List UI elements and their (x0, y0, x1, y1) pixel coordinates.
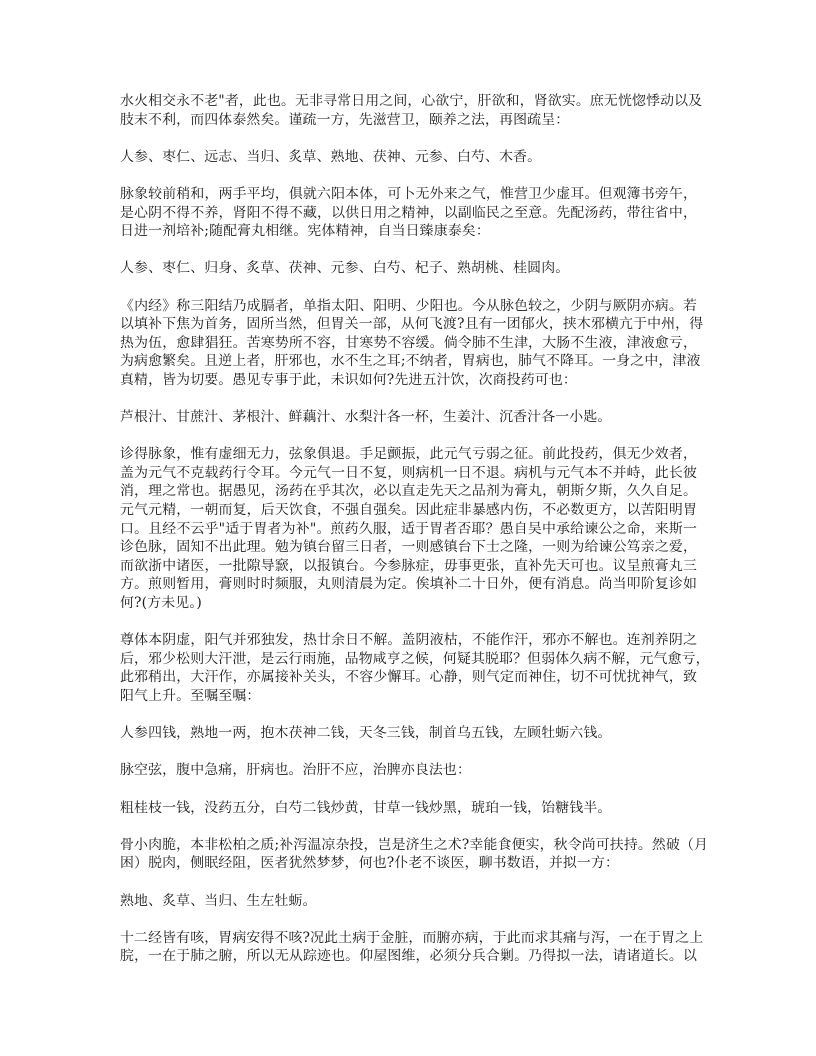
text-line: 以填补下焦为首务，固所当然，但胃关一部，从何飞渡?且有一团郁火，挟木邪横亢于中州，得 (120, 316, 704, 333)
text-line: 脉空弦，腹中急痛，肝病也。治肝不应，治脾亦良法也： (120, 762, 472, 779)
text-line: 诊得脉象，惟有虚细无力，弦象俱退。手足颤振，此元气亏弱之征。前此投药，俱无少效者， (120, 446, 697, 463)
prescription-line: 芦根汁、甘蔗汁、茅根汁、鲜藕汁、水梨汁各一杯，生姜汁、沉香汁各一小匙。 (120, 409, 612, 426)
prescription-line: 人参、枣仁、归身、炙草、茯神、元参、白芍、杞子、熟胡桃、桂圆肉。 (120, 260, 570, 277)
text-line: 消，理之常也。据愚见，汤药在乎其次，必以直走先天之品剂为膏丸，朝斯夕斯，久久自足。 (120, 483, 697, 500)
text-line: 困）脱肉，侧眠经阻，医者犹然梦梦，何也?仆老不谈医，聊书数语，并拟一方： (120, 855, 620, 872)
text-line: 水火相交永不老"者，此也。无非寻常日用之间，心欲宁，肝欲和，肾欲实。庶无恍惚悸动以及 (120, 93, 703, 109)
prescription-line: 熟地、炙草、当归、生左牡蛎。 (120, 892, 317, 909)
text-line: 何?(方未见。) (120, 595, 202, 612)
text-line: 诊色脉，固知不出此理。勉为镇台留三日者，一则感镇台下士之隆，一则为给谏公笃亲之爱， (120, 539, 697, 556)
text-line: 元气元精，一朝而复，后天饮食，不强自强矣。因此症非暴感内伤，不必数更方，以苦阳明胃 (120, 502, 697, 519)
prescription-5 (120, 799, 700, 818)
paragraph-neijing (120, 297, 704, 390)
text-line: 是心阴不得不养，肾阳不得不藏，以供日用之精神，以副临民之至意。先配汤药，带往省中， (120, 204, 697, 221)
text-line: 阳气上升。至嘱至嘱： (120, 688, 261, 704)
text-line: 尊体本阴虚，阳气并邪独发，热廿余日不解。盖阴液枯，不能作汗，邪亦不解也。连剂养阴之 (120, 632, 697, 649)
paragraph-twelve-meridians (120, 929, 704, 966)
prescription-line: 人参四钱，熟地一两，抱木茯神二钱，天冬三钱，制首乌五钱，左顾牡蛎六钱。 (120, 725, 612, 742)
prescription-2 (120, 259, 700, 278)
text-line: 热为伍，愈肆猖狂。苦寒势所不容，甘寒势不容缓。倘令肺不生津，大肠不生液，津液愈亏， (120, 334, 697, 351)
prescription-3 (120, 408, 700, 427)
document-page (120, 92, 710, 985)
prescription-4 (120, 724, 700, 743)
prescription-line: 人参、枣仁、远志、当归、炙草、熟地、茯神、元参、白芍、木香。 (120, 148, 542, 165)
text-line: 而欲浙中诸医，一批隙导窾，以报镇台。今参脉症，毋事更张，直补先天可也。议呈煎膏丸三 (120, 557, 697, 574)
text-line: 骨小肉脆，本非松柏之质;补泻温凉杂投，岂是济生之术?幸能食便实，秋令尚可扶持。然破（月 (120, 836, 709, 853)
text-line: 脘，一在于肺之腑，所以无从踪迹也。仰屋图维，必须分兵合剿。乃得拟一法，请诸道长。以 (120, 948, 697, 965)
text-line: 《内经》称三阳结乃成膈者，单指太阳、阳明、少阳也。今从脉色较之，少阴与厥阴亦病。若 (120, 297, 697, 314)
prescription-line: 粗桂枝一钱，没药五分，白芍二钱炒黄，甘草一钱炒黑，琥珀一钱，饴糖钱半。 (120, 799, 612, 816)
text-line: 此邪稍出，大汗作，亦属接补关头，不容少懈耳。心静，则气定而神住，切不可忧扰神气，致 (120, 669, 697, 686)
text-line: 后，邪少松则大汗泄，是云行雨施，品物咸亨之候，何疑其脱耶？但弱体久病不解，元气愈亏， (120, 650, 710, 667)
paragraph-liver-pain (120, 761, 700, 780)
paragraph-closing-remarks (120, 92, 703, 129)
paragraph-diagnosis (120, 445, 700, 612)
text-line: 方。煎则暂用，膏则时时频服，丸则清晨为定。俟填补二十日外，便有消息。尚当叩阶复诊如 (120, 576, 697, 593)
text-line: 口。且经不云乎"适于胃者为补"。煎药久服，适于胃者否耶？愚自吴中承给谏公之命，来斯一 (120, 520, 697, 537)
text-line: 肢末不利，而四体泰然矣。谨疏一方，先滋营卫，颐养之法，再图疏呈： (120, 111, 570, 128)
text-line: 十二经皆有咳，胃病安得不咳?况此土病于金脏，而腑亦病，于此而求其痛与泻，一在于胃之上 (120, 929, 704, 946)
text-line: 真精，皆为切要。愚见专事于此，未识如何?先进五汁饮，次商投药可也： (120, 371, 577, 388)
paragraph-pulse-harmony (120, 185, 700, 241)
text-line: 日进一剂培补;随配膏丸相继。宪体精神，自当日臻康泰矣： (120, 223, 490, 240)
paragraph-frail-body (120, 836, 709, 873)
prescription-6 (120, 892, 700, 911)
text-line: 为病愈繁矣。且逆上者，肝邪也，水不生之耳;不纳者，胃病也，肺气不降耳。一身之中，津液 (120, 353, 701, 370)
text-line: 脉象较前稍和，两手平均，俱就六阳本体，可卜无外来之气，惟营卫少虚耳。但观簿书旁午， (120, 185, 697, 202)
text-line: 盖为元气不克载药行令耳。今元气一日不复，则病机一日不退。病机与元气本不并峙，此长彼 (120, 464, 697, 481)
paragraph-yin-deficiency (120, 631, 710, 705)
prescription-1 (120, 148, 700, 167)
